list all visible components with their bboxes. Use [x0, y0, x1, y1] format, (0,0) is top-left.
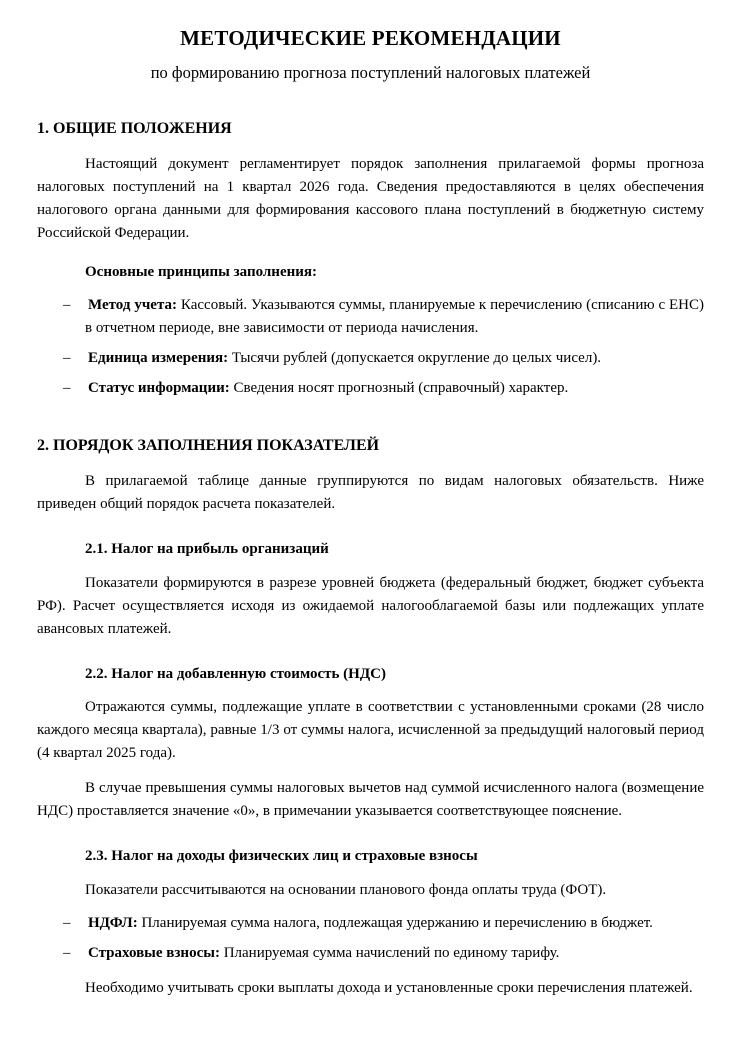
subsection-heading-2-3: 2.3. Налог на доходы физических лиц и страховые взносы: [85, 848, 478, 865]
ndfl-list: [37, 912, 704, 965]
document-title: МЕТОДИЧЕСКИЕ РЕКОМЕНДАЦИИ: [180, 26, 561, 50]
list-item-text: Сведения носят прогнозный (справочный) характер.: [229, 380, 569, 397]
list-item-text: Планируемая сумма налога, подлежащая удержанию и перечислению в бюджет.: [137, 914, 653, 931]
section-heading-2: 2. ПОРЯДОК ЗАПОЛНЕНИЯ ПОКАЗАТЕЛЕЙ: [37, 437, 380, 455]
section-heading-1: 1. ОБЩИЕ ПОЛОЖЕНИЯ: [37, 120, 232, 138]
subsection-2-3-paragraph-2: Необходимо учитывать сроки выплаты дохода и установленные сроки перечисления платежей.: [85, 979, 693, 996]
list-item-term: Метод учета:: [88, 297, 178, 314]
dash-marker-icon: –: [63, 297, 71, 314]
list-item: [37, 347, 704, 370]
list-item-term: Статус информации:: [88, 380, 230, 397]
subsection-2-2-paragraph-2: В случае превышения суммы налоговых вычетов над суммой исчисленного налога (возмещение НДС) проставляется значение «0», в примечании указывается соответствующее пояснение.: [37, 780, 704, 820]
dash-marker-icon: –: [63, 380, 71, 397]
list-item-term: Единица измерения:: [88, 350, 229, 367]
list-item: [37, 942, 704, 965]
principles-lead-label: Основные принципы заполнения:: [85, 264, 318, 281]
section2-intro-paragraph: В прилагаемой таблице данные группируются по видам налоговых обязательств. Ниже приведен общий порядок расчета показателей.: [37, 473, 704, 513]
subsection-2-1-paragraph: Показатели формируются в разрезе уровней бюджета (федеральный бюджет, бюджет субъекта РФ). Расчет осуществляется исходя из ожидаемой налогооблагаемой базы или подлежащих уплате авансовых платежей.: [37, 574, 704, 637]
section1-intro-paragraph: Настоящий документ регламентирует порядок заполнения прилагаемой формы прогноза налоговых поступлений на 1 квартал 2026 года. Сведения предоставляются в целях обеспечения налогового органа данными для формирования кассового плана поступлений в бюджетную систему Российской Федерации.: [37, 156, 704, 242]
subsection-2-2-paragraph-1: Отражаются суммы, подлежащие уплате в соответствии с установленными сроками (28 число каждого месяца квартала), равные 1/3 от суммы налога, исчисленной за предыдущий налоговый период (4 квартал 2025 года).: [37, 699, 704, 762]
list-item-term: Страховые взносы:: [88, 944, 220, 961]
dash-marker-icon: –: [63, 944, 71, 961]
list-item-term: НДФЛ:: [88, 914, 138, 931]
dash-marker-icon: –: [63, 914, 71, 931]
list-item-text: Кассовый. Указываются суммы, планируемые к перечислению (списанию с ЕНС) в отчетном периоде, вне зависимости от периода начисления.: [85, 297, 705, 337]
list-item-text: Планируемая сумма начислений по единому тарифу.: [219, 944, 560, 961]
subsection-heading-2-2: 2.2. Налог на добавленную стоимость (НДС): [85, 665, 386, 682]
list-item: [37, 294, 704, 340]
dash-marker-icon: –: [63, 350, 71, 367]
subsection-heading-2-1: 2.1. Налог на прибыль организаций: [85, 541, 329, 558]
document-subtitle: по формированию прогноза поступлений налоговых платежей: [150, 62, 591, 82]
subsection-2-3-paragraph-1: Показатели рассчитываются на основании планового фонда оплаты труда (ФОТ).: [85, 881, 607, 898]
list-item: [37, 377, 704, 400]
principles-list: [37, 294, 704, 400]
list-item: [37, 912, 704, 935]
list-item-text: Тысячи рублей (допускается округление до целых чисел).: [228, 350, 602, 367]
